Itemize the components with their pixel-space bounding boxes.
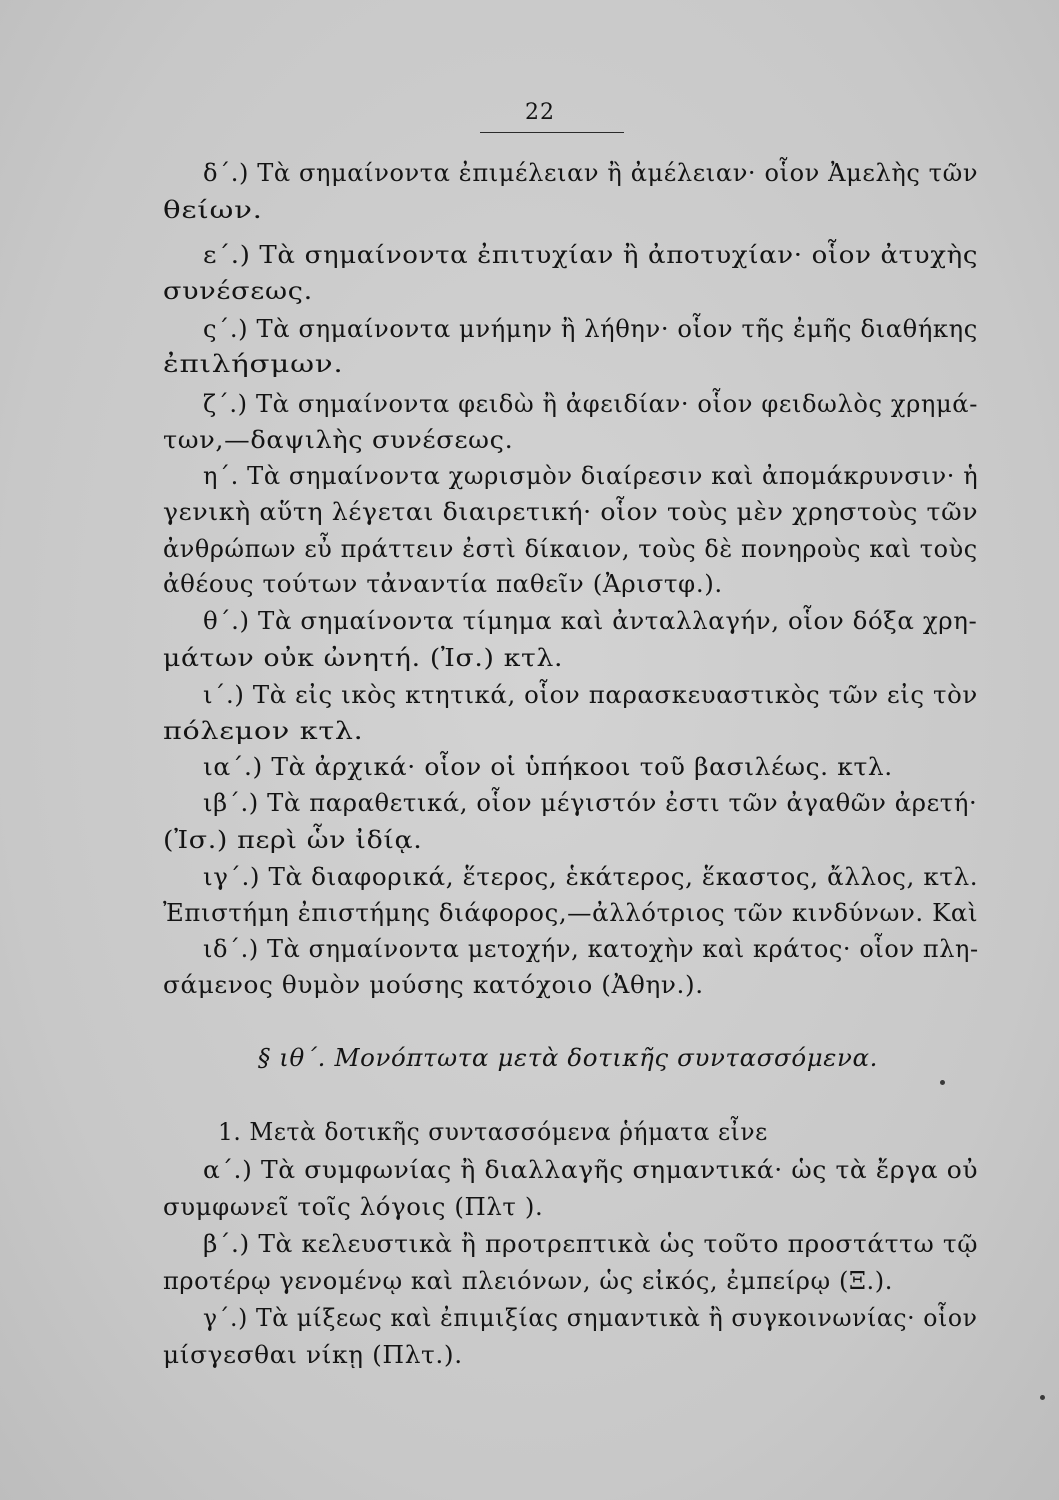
text-line: δ΄.) Τὰ σημαίνοντα ἐπιμέλειαν ἢ ἀμέλειαν· οἷον Ἀμελὴς τῶν bbox=[203, 159, 979, 187]
text-line: μίσγεσθαι νίκῃ (Πλτ.). bbox=[163, 1341, 463, 1369]
text-line: θ΄.) Τὰ σημαίνοντα τίμημα καὶ ἀνταλλαγήν, οἷον δόξα χρη- bbox=[203, 607, 978, 635]
text-line: ζ΄.) Τὰ σημαίνοντα φειδὼ ἢ ἀφειδίαν· οἷον φειδωλὸς χρημά- bbox=[203, 390, 978, 418]
text-line: α΄.) Τὰ συμφωνίας ἢ διαλλαγῆς σημαντικά· ὡς τὰ ἔργα οὐ bbox=[203, 1156, 979, 1184]
text-line: β΄.) Τὰ κελευστικὰ ἢ προτρεπτικὰ ὡς τοῦτο προστάττω τῷ bbox=[203, 1230, 979, 1258]
text-line: θείων. bbox=[163, 196, 263, 224]
text-line: των,—δαψιλὴς συνέσεως. bbox=[163, 426, 514, 454]
text-line: 1. Μετὰ δοτικῆς συντασσόμενα ῥήματα εἶνε bbox=[218, 1118, 768, 1146]
text-line: ιγ΄.) Τὰ διαφορικά, ἕτερος, ἑκάτερος, ἕκαστος, ἄλλος, κτλ. bbox=[203, 863, 979, 891]
text-line: Ἐπιστήμη ἐπιστήμης διάφορος,—ἀλλότριος τῶν κινδύνων. Καὶ bbox=[163, 899, 979, 927]
text-line: συνέσεως. bbox=[163, 277, 313, 305]
text-line: πόλεμον κτλ. bbox=[163, 717, 364, 745]
section-heading: § ιθ΄. Μονόπτωτα μετὰ δοτικῆς συντασσόμενα. bbox=[258, 1044, 879, 1072]
text-line: (Ἰσ.) περὶ ὧν ἰδίᾳ. bbox=[163, 826, 423, 854]
text-line: ιδ΄.) Τὰ σημαίνοντα μετοχήν, κατοχὴν καὶ κράτος· οἷον πλη- bbox=[203, 935, 979, 963]
text-line: ιβ΄.) Τὰ παραθετικά, οἷον μέγιστόν ἐστι τῶν ἀγαθῶν ἀρετή· bbox=[203, 789, 978, 817]
text-line: συμφωνεῖ τοῖς λόγοις (Πλτ ). bbox=[163, 1193, 544, 1221]
text-line: ἀθέους τούτων τἀναντία παθεῖν (Ἀριστφ.). bbox=[163, 570, 723, 598]
page-number: 22 bbox=[525, 100, 555, 125]
text-line: ἐπιλήσμων. bbox=[163, 350, 344, 378]
text-line: γενικὴ αὕτη λέγεται διαιρετική· οἷον τοὺς μὲν χρηστοὺς τῶν bbox=[163, 498, 979, 526]
print-speck bbox=[940, 1080, 945, 1085]
header-rule bbox=[480, 132, 624, 133]
text-line: η΄. Τὰ σημαίνοντα χωρισμὸν διαίρεσιν καὶ ἀπομάκρυνσιν· ἡ bbox=[203, 462, 979, 490]
text-line: ε΄.) Τὰ σημαίνοντα ἐπιτυχίαν ἢ ἀποτυχίαν· οἷον ἀτυχὴς bbox=[203, 241, 979, 269]
text-line: ια΄.) Τὰ ἀρχικά· οἷον οἱ ὑπήκοοι τοῦ βασιλέως. κτλ. bbox=[203, 753, 893, 781]
print-speck bbox=[1040, 1395, 1045, 1400]
text-line: μάτων οὐκ ὠνητή. (Ἰσ.) κτλ. bbox=[163, 644, 564, 672]
text-line: σάμενος θυμὸν μούσης κατόχοιο (Ἀθην.). bbox=[163, 971, 704, 999]
text-line: γ΄.) Τὰ μίξεως καὶ ἐπιμιξίας σημαντικὰ ἢ συγκοινωνίας· οἷον bbox=[203, 1304, 978, 1332]
text-line: ς΄.) Τὰ σημαίνοντα μνήμην ἢ λήθην· οἷον τῆς ἐμῆς διαθήκης bbox=[203, 315, 978, 343]
text-line: προτέρῳ γενομένῳ καὶ πλειόνων, ὡς εἰκός, ἐμπείρῳ (Ξ.). bbox=[163, 1267, 894, 1295]
text-line: ι΄.) Τὰ εἰς ικὸς κτητικά, οἷον παρασκευαστικὸς τῶν εἰς τὸν bbox=[203, 681, 978, 709]
text-line: ἀνθρώπων εὖ πράττειν ἐστὶ δίκαιον, τοὺς δὲ πονηροὺς καὶ τοὺς bbox=[163, 535, 978, 563]
